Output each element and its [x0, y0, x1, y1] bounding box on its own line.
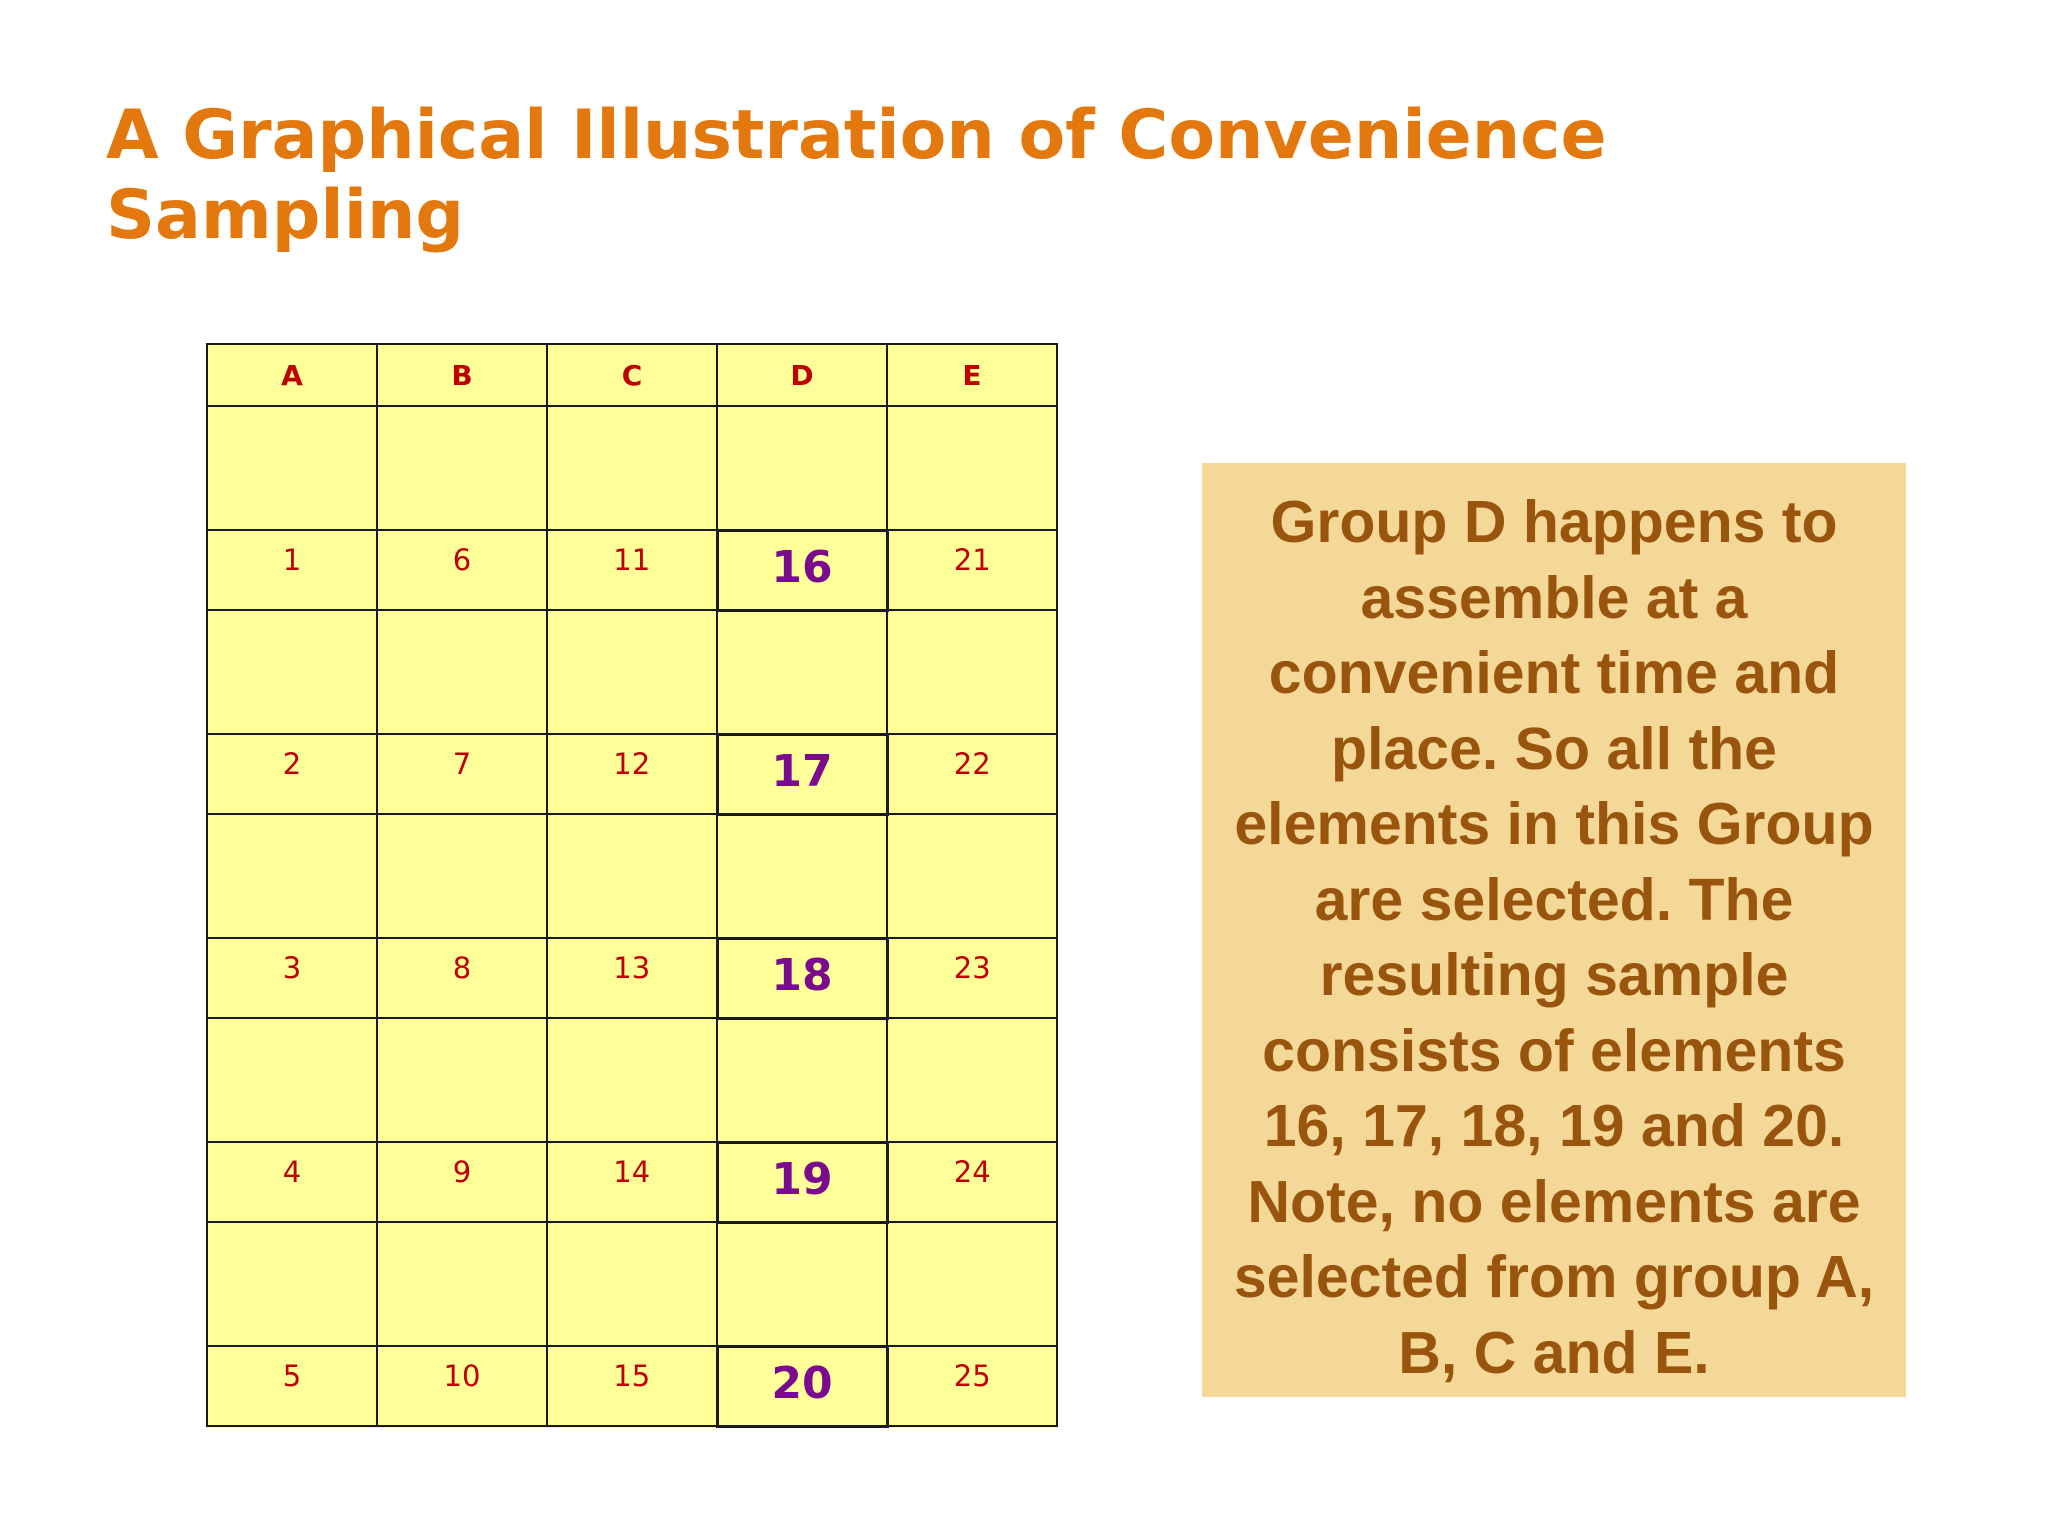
grid-cell — [717, 406, 887, 530]
selected-element-cell: 16 — [717, 530, 887, 610]
grid-spacer-row — [207, 406, 1057, 530]
grid-cell — [887, 1222, 1057, 1346]
grid-spacer-row — [207, 610, 1057, 734]
element-cell: 25 — [887, 1346, 1057, 1426]
grid-cell — [887, 814, 1057, 938]
grid-cell — [377, 406, 547, 530]
grid-cell — [547, 814, 717, 938]
selected-element-cell: 19 — [717, 1142, 887, 1222]
grid-cell — [887, 610, 1057, 734]
grid-cell — [377, 610, 547, 734]
element-cell: 5 — [207, 1346, 377, 1426]
grid-cell — [887, 406, 1057, 530]
grid-cell — [717, 610, 887, 734]
grid-cell — [717, 1222, 887, 1346]
grid-cell — [207, 814, 377, 938]
selected-element-cell: 17 — [717, 734, 887, 814]
selected-element-cell: 20 — [717, 1346, 887, 1426]
element-cell: 6 — [377, 530, 547, 610]
element-cell: 14 — [547, 1142, 717, 1222]
group-header-e: E — [887, 344, 1057, 406]
grid-cell — [377, 1222, 547, 1346]
grid-cell — [207, 1222, 377, 1346]
population-grid — [206, 343, 1058, 1428]
group-header-c: C — [547, 344, 717, 406]
element-row — [207, 938, 1057, 1018]
element-cell: 9 — [377, 1142, 547, 1222]
grid-cell — [717, 814, 887, 938]
element-cell: 2 — [207, 734, 377, 814]
element-cell: 13 — [547, 938, 717, 1018]
selected-element-cell: 18 — [717, 938, 887, 1018]
element-cell: 15 — [547, 1346, 717, 1426]
grid-spacer-row — [207, 1018, 1057, 1142]
group-header-d: D — [717, 344, 887, 406]
element-cell: 8 — [377, 938, 547, 1018]
grid-spacer-row — [207, 814, 1057, 938]
grid-cell — [717, 1018, 887, 1142]
element-cell: 24 — [887, 1142, 1057, 1222]
element-cell: 22 — [887, 734, 1057, 814]
group-header-b: B — [377, 344, 547, 406]
element-cell: 12 — [547, 734, 717, 814]
element-cell: 4 — [207, 1142, 377, 1222]
slide-title: A Graphical Illustration of Convenience Sampling — [106, 96, 1607, 255]
grid-cell — [207, 610, 377, 734]
element-cell: 1 — [207, 530, 377, 610]
grid-spacer-row — [207, 1222, 1057, 1346]
element-cell: 10 — [377, 1346, 547, 1426]
element-row — [207, 1346, 1057, 1426]
grid-cell — [207, 1018, 377, 1142]
element-cell: 11 — [547, 530, 717, 610]
explanation-note: Group D happens to assemble at a convenient time and place. So all the elements in this Group are selected. The resulting sample consists of elements 16, 17, 18, 19 and 20. Note, no elements are selected from group A, B, C and E. — [1202, 463, 1906, 1397]
grid-cell — [547, 1222, 717, 1346]
element-cell: 7 — [377, 734, 547, 814]
element-cell: 21 — [887, 530, 1057, 610]
grid-cell — [887, 1018, 1057, 1142]
element-cell: 3 — [207, 938, 377, 1018]
element-cell: 23 — [887, 938, 1057, 1018]
grid-cell — [207, 406, 377, 530]
element-row — [207, 530, 1057, 610]
grid-cell — [547, 1018, 717, 1142]
group-header-row — [207, 344, 1057, 406]
group-header-a: A — [207, 344, 377, 406]
grid-cell — [377, 814, 547, 938]
grid-cell — [547, 406, 717, 530]
grid-cell — [547, 610, 717, 734]
grid-cell — [377, 1018, 547, 1142]
element-row — [207, 734, 1057, 814]
element-row — [207, 1142, 1057, 1222]
